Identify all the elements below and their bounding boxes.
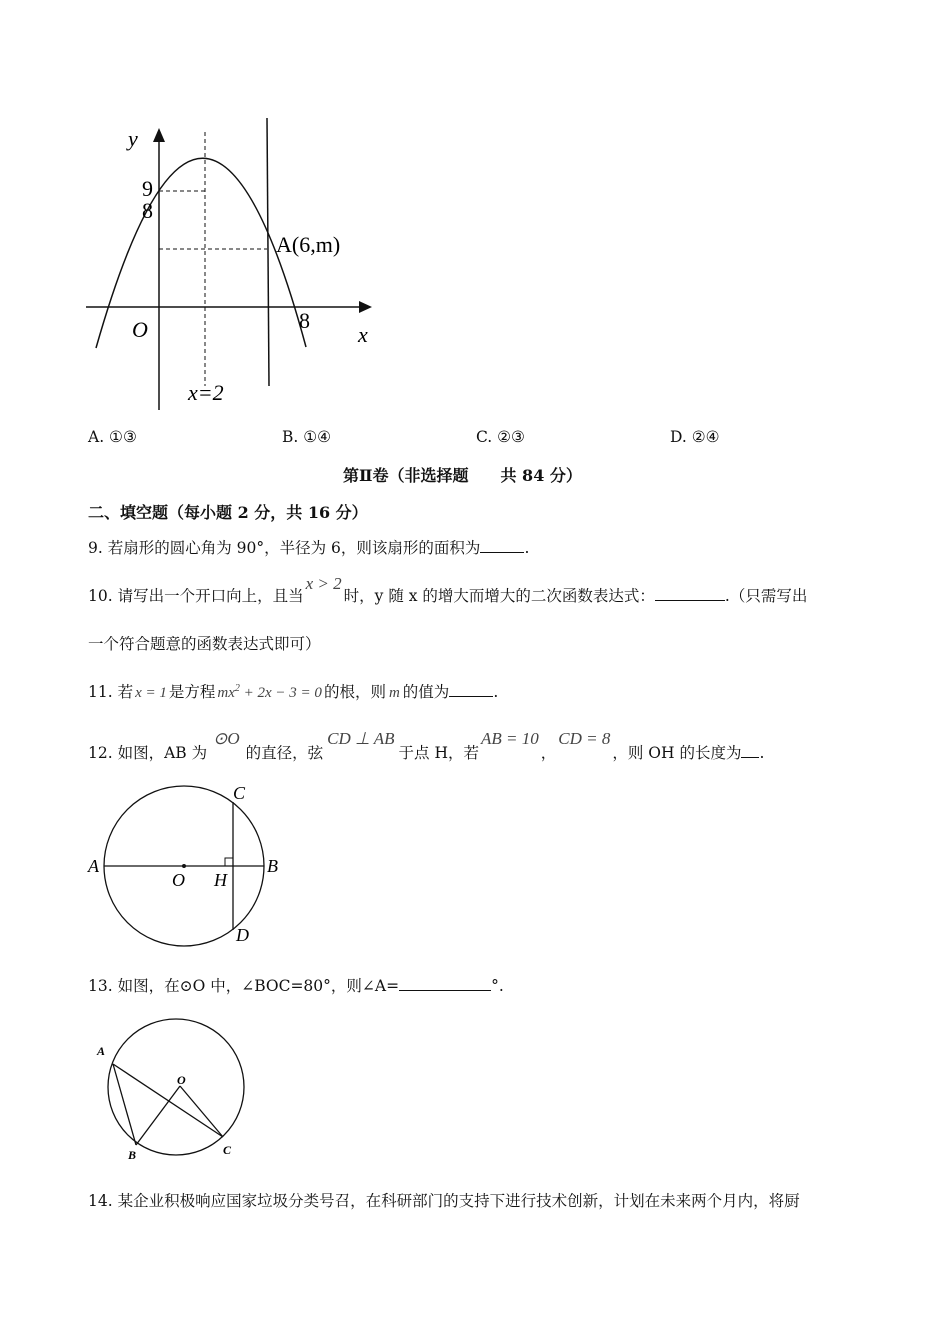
label-8-x: 8 — [299, 308, 310, 333]
point-a-label: A(6,m) — [276, 232, 341, 257]
label-c-13: C — [223, 1143, 232, 1157]
circle-figure-12 — [82, 780, 292, 950]
q9-end: . — [524, 539, 530, 557]
q11-answer-blank[interactable] — [449, 682, 493, 697]
q13-text: 如图，在⊙O 中，∠BOC=80°，则∠A= — [117, 977, 400, 995]
label-o: O — [172, 870, 185, 890]
segment-oc — [180, 1086, 223, 1137]
y-axis-arrow — [153, 128, 165, 142]
q13-number: 13. — [88, 977, 113, 995]
q11-eq2-a: mx — [217, 685, 235, 701]
q11-var: m — [388, 685, 400, 701]
center-point — [182, 864, 186, 868]
option-d: D. ②④ — [670, 428, 720, 446]
q11-eq2 — [217, 685, 322, 701]
q12-perp: CD ⊥ AB — [327, 729, 395, 748]
q11-mid: 是方程 — [168, 683, 216, 701]
q11-post: 的值为 — [402, 683, 450, 701]
label-h: H — [214, 870, 227, 890]
q12-end: . — [759, 744, 765, 762]
label-a-13: A — [97, 1044, 106, 1058]
question-9 — [88, 536, 529, 558]
q12-mid2: 于点 H，若 — [398, 744, 479, 762]
label-b-13: B — [128, 1148, 137, 1162]
q12-cd: CD = 8 — [558, 729, 611, 748]
origin-label: O — [132, 317, 148, 342]
part-title: 二、填空题（每小题 2 分，共 16 分） — [88, 503, 368, 522]
segment-ob — [136, 1086, 180, 1145]
q11-eq2-b: + 2x − 3 = 0 — [239, 685, 322, 701]
label-d: D — [236, 925, 249, 945]
q11-pre: 若 — [117, 683, 134, 701]
label-8-y: 8 — [142, 198, 153, 223]
q10-condition: x > 2 — [305, 574, 342, 593]
q11-number: 11. — [88, 683, 113, 701]
x-label: x — [358, 322, 368, 347]
q13-end: °. — [491, 977, 504, 995]
question-14 — [88, 1189, 800, 1211]
q14-number: 14. — [88, 1192, 113, 1210]
q12-circle: ⊙O — [213, 729, 240, 748]
option-c: C. ②③ — [476, 428, 525, 446]
segment-ab — [113, 1064, 136, 1145]
question-12 — [88, 729, 765, 763]
question-10 — [88, 574, 808, 606]
q9-number: 9. — [88, 539, 103, 557]
q12-mid: 的直径，弦 — [245, 744, 324, 762]
section-title: 第Ⅱ卷（非选择题 共 84 分） — [343, 466, 582, 485]
label-a: A — [88, 856, 99, 876]
axis-line-label: x=2 — [188, 380, 224, 405]
q12-answer-blank[interactable] — [741, 743, 759, 758]
q11-eq2-sup: 2 — [234, 683, 240, 694]
q10-post: .（只需写出 — [724, 587, 808, 605]
segment-ac — [113, 1064, 223, 1137]
circle-figure-13 — [90, 1018, 260, 1168]
question-10-line2: 一个符合题意的函数表达式即可） — [88, 635, 321, 653]
option-b: B. ①④ — [282, 428, 332, 446]
x-axis-arrow — [359, 301, 372, 313]
parabola-graph — [80, 110, 380, 420]
option-a: A. ①③ — [88, 428, 137, 446]
q10-answer-blank[interactable] — [655, 586, 725, 601]
q11-eq1: x = 1 — [135, 685, 167, 701]
q12-comma: ， — [540, 744, 557, 762]
question-11 — [88, 680, 498, 702]
right-angle-mark — [225, 858, 233, 866]
label-b: B — [267, 856, 278, 876]
q10-number: 10. — [88, 587, 113, 605]
q12-pre: 如图，AB 为 — [117, 744, 208, 762]
q10-pre: 请写出一个开口向上，且当 — [117, 587, 304, 605]
q9-text: 若扇形的圆心角为 90°，半径为 6，则该扇形的面积为 — [107, 539, 481, 557]
label-c: C — [233, 783, 246, 803]
label-9: 9 — [142, 176, 153, 201]
label-o-13: O — [177, 1073, 186, 1087]
circle-o-13 — [108, 1019, 244, 1155]
q10-mid: 时，y 随 x 的增大而增大的二次函数表达式： — [343, 587, 655, 605]
q11-end: . — [493, 683, 499, 701]
q14-text: 某企业积极响应国家垃圾分类号召，在科研部门的支持下进行技术创新，计划在未来两个月内，将厨 — [117, 1192, 800, 1210]
q11-mid2: 的根，则 — [323, 683, 386, 701]
q12-post: ，则 OH 的长度为 — [612, 744, 742, 762]
q9-answer-blank[interactable] — [480, 538, 524, 553]
line-x6 — [267, 118, 269, 386]
y-label: y — [128, 126, 138, 151]
q12-ab: AB = 10 — [481, 729, 539, 748]
q13-answer-blank[interactable] — [399, 976, 491, 991]
question-13 — [88, 974, 504, 996]
parabola-curve — [96, 158, 306, 348]
q12-number: 12. — [88, 744, 113, 762]
